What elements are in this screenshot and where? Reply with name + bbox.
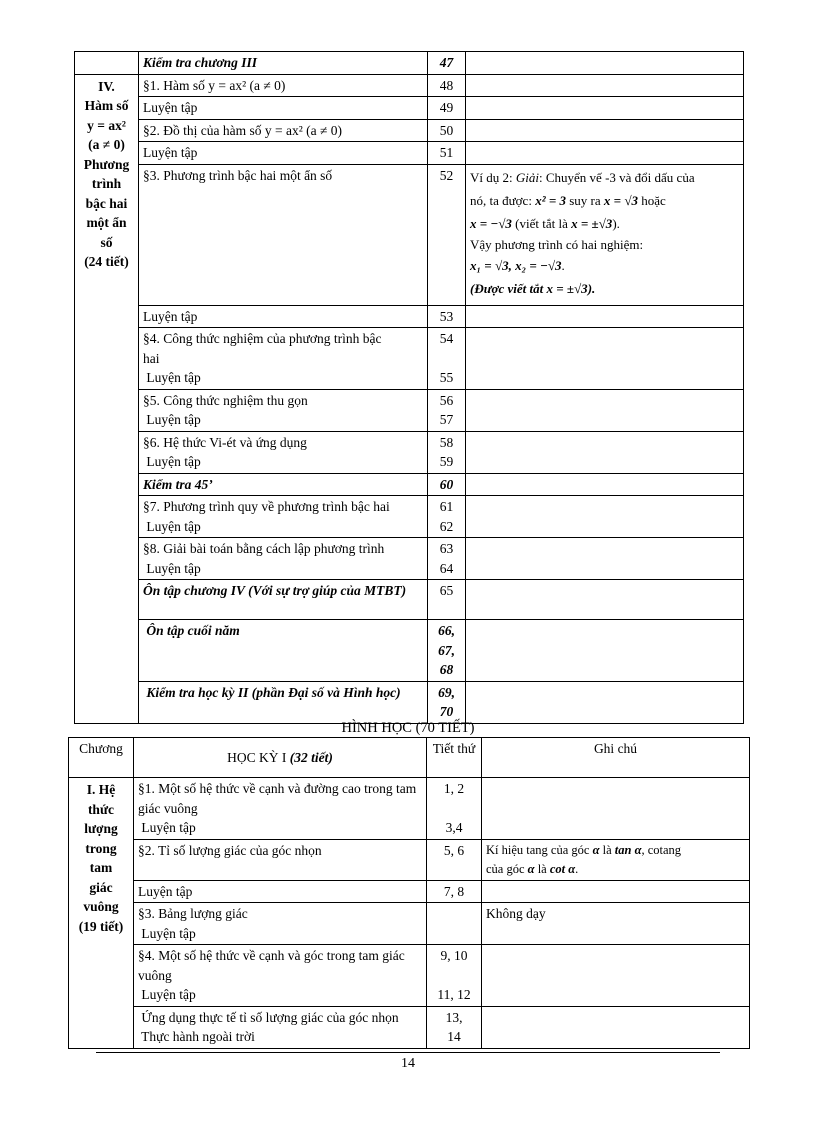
math-formula: tan α [614, 842, 642, 857]
lesson-label: Kiểm tra 45’ [139, 473, 428, 496]
lesson-label: §5. Công thức nghiệm thu gọn Luyện tập [139, 389, 428, 431]
geometry-table [68, 737, 750, 1049]
period-number: 54 55 [428, 328, 466, 390]
lesson-label: §1. Một số hệ thức về cạnh và đường cao trong tam giác vuông Luyện tập [134, 778, 427, 840]
table-row [75, 389, 744, 431]
page-number: 14 [401, 1056, 415, 1071]
period-number: 65 [428, 580, 466, 620]
table-row [75, 473, 744, 496]
math-formula: cot α [549, 861, 576, 876]
chapter-cell: IV. Hàm số y = ax² (a ≠ 0) Phương trình bậc hai một ẩn số (24 tiết) [75, 74, 139, 723]
math-formula: x₁ = √3, x₂ = −√3 [470, 257, 562, 273]
lesson-label: §1. Hàm số y = ax² (a ≠ 0) [139, 74, 428, 97]
table-row [75, 538, 744, 580]
column-header-note: Ghi chú [482, 738, 750, 778]
period-number: 56 57 [428, 389, 466, 431]
lesson-label: §6. Hệ thức Vi-ét và ứng dụng Luyện tập [139, 431, 428, 473]
lesson-label: Luyện tập [139, 97, 428, 120]
lesson-label: Luyện tập [134, 880, 427, 903]
period-number: 63 64 [428, 538, 466, 580]
period-number: 51 [428, 142, 466, 165]
math-formula: x = ±√3 [546, 280, 588, 296]
table-row [75, 119, 744, 142]
period-number: 5, 6 [427, 839, 482, 880]
chapter-cell: I. Hệ thức lượng trong tam giác vuông (19 tiết) [69, 778, 134, 1049]
table-row [69, 903, 750, 945]
section-title: HÌNH HỌC (70 TIẾT) [341, 720, 475, 736]
lesson-label: Ôn tập cuối năm [139, 620, 428, 682]
lesson-label: §2. Tỉ số lượng giác của góc nhọn [134, 839, 427, 880]
math-formula: α [527, 861, 535, 876]
lesson-label: Kiểm tra học kỳ II (phần Đại số và Hình học) [139, 681, 428, 723]
period-number: 48 [428, 74, 466, 97]
column-header-chapter: Chương [69, 738, 134, 778]
lesson-label: Luyện tập [139, 305, 428, 328]
table-row [69, 839, 750, 880]
table-row [75, 52, 744, 75]
lesson-label: §4. Công thức nghiệm của phương trình bậc hai Luyện tập [139, 328, 428, 390]
table-row [75, 74, 744, 97]
lesson-label: §2. Đồ thị của hàm số y = ax² (a ≠ 0) [139, 119, 428, 142]
lesson-label: Kiểm tra chương III [139, 52, 428, 75]
lesson-label: §7. Phương trình quy về phương trình bậc hai Luyện tập [139, 496, 428, 538]
note-cell: Ví dụ 2: Giải: Chuyển vế -3 và đổi dấu của nó, ta được: x² = 3 suy ra x = √3 hoặc x = −√3 (viết tắt là x = ±√3). Vậy phương trình có hai nghiệm: x₁ = √3, x₂ = −√3. (Được viết tắt x = ±√3). [466, 164, 744, 305]
period-number: 52 [428, 164, 466, 305]
table-row [75, 164, 744, 305]
period-number: 7, 8 [427, 880, 482, 903]
table-row [75, 620, 744, 682]
table-header-row [69, 738, 750, 778]
period-number: 60 [428, 473, 466, 496]
table-row [75, 328, 744, 390]
period-number: 69, 70 [428, 681, 466, 723]
table-row [75, 496, 744, 538]
algebra-table [74, 51, 744, 724]
column-header-semester: HỌC KỲ I (32 tiết) [134, 738, 427, 778]
period-number: 49 [428, 97, 466, 120]
period-number: 53 [428, 305, 466, 328]
lesson-label: Luyện tập [139, 142, 428, 165]
period-number: 50 [428, 119, 466, 142]
lesson-label: Ôn tập chương IV (Với sự trợ giúp của MTBT) [139, 580, 428, 620]
column-header-period: Tiết thứ [427, 738, 482, 778]
table-row [69, 1006, 750, 1048]
lesson-label: §3. Bảng lượng giác Luyện tập [134, 903, 427, 945]
math-formula: x = −√3 [470, 215, 512, 231]
period-number: 13, 14 [427, 1006, 482, 1048]
period-number: 9, 10 11, 12 [427, 945, 482, 1007]
period-number: 61 62 [428, 496, 466, 538]
footer-divider [96, 1052, 720, 1053]
table-row [75, 305, 744, 328]
math-formula: α [592, 842, 600, 857]
note-cell: Không dạy [482, 903, 750, 945]
lesson-label: §3. Phương trình bậc hai một ẩn số [139, 164, 428, 305]
math-formula: x² = 3 [535, 192, 566, 208]
math-formula: x = ±√3 [571, 215, 613, 231]
period-number: 47 [428, 52, 466, 75]
table-row [69, 880, 750, 903]
note-cell: Kí hiệu tang của góc α là tan α, cotang của góc α là cot α. [482, 839, 750, 880]
table-row [69, 945, 750, 1007]
lesson-label: §4. Một số hệ thức về cạnh và góc trong tam giác vuông Luyện tập [134, 945, 427, 1007]
math-formula: x = √3 [603, 192, 638, 208]
table-row [75, 142, 744, 165]
period-number: 66, 67, 68 [428, 620, 466, 682]
lesson-label: Ứng dụng thực tế tỉ số lượng giác của góc nhọn Thực hành ngoài trời [134, 1006, 427, 1048]
table-row [75, 580, 744, 620]
period-number: 58 59 [428, 431, 466, 473]
table-row [75, 681, 744, 723]
table-row [75, 97, 744, 120]
period-number: 1, 2 3,4 [427, 778, 482, 840]
table-row [75, 431, 744, 473]
lesson-label: §8. Giải bài toán bằng cách lập phương trình Luyện tập [139, 538, 428, 580]
table-row [69, 778, 750, 840]
